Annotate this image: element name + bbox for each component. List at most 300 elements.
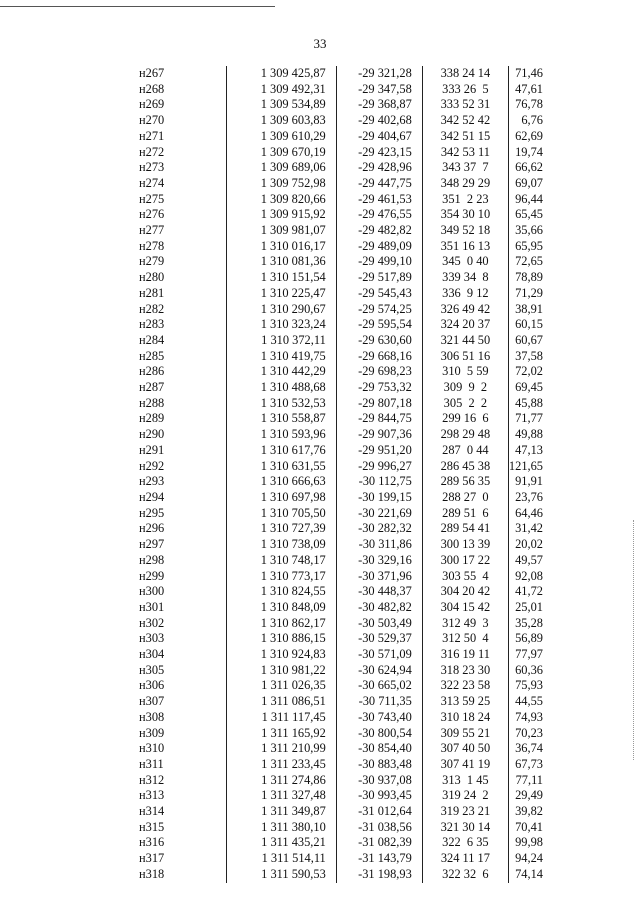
point-name-cell: н287 — [105, 380, 227, 396]
segment-length-cell: 36,74 — [515, 741, 543, 756]
direction-angle-cell: 289 54 41 — [422, 521, 508, 537]
direction-angle-cell: 342 52 42 — [422, 113, 508, 129]
y-coordinate-cell: -30 993,45 — [336, 788, 422, 804]
x-coordinate-cell: 1 309 425,87 — [227, 66, 336, 82]
segment-length-cell: 67,73 — [515, 756, 543, 771]
table-row — [105, 521, 571, 537]
table-row — [105, 254, 571, 270]
segment-length-cell: 35,28 — [515, 615, 543, 630]
table-row — [105, 835, 571, 851]
y-coordinate-cell: -29 630,60 — [336, 333, 422, 349]
x-coordinate-cell: 1 309 915,92 — [227, 207, 336, 223]
table-row — [105, 411, 571, 427]
y-coordinate-cell: -30 571,09 — [336, 647, 422, 663]
direction-angle-cell: 312 49 3 — [422, 616, 508, 632]
direction-angle-cell: 319 23 21 — [422, 804, 508, 820]
table-row — [105, 741, 571, 757]
segment-length-cell: 60,15 — [515, 317, 543, 332]
point-name-cell: н297 — [105, 537, 227, 553]
point-name-cell: н277 — [105, 223, 227, 239]
y-coordinate-cell: -30 221,69 — [336, 506, 422, 522]
x-coordinate-cell: 1 310 697,98 — [227, 490, 336, 506]
y-coordinate-cell: -30 800,54 — [336, 726, 422, 742]
y-coordinate-cell: -30 503,49 — [336, 616, 422, 632]
segment-length-cell: 37,58 — [515, 348, 543, 363]
table-row — [105, 239, 571, 255]
y-coordinate-cell: -30 743,40 — [336, 710, 422, 726]
segment-length-cell: 31,42 — [515, 521, 543, 536]
point-name-cell: н303 — [105, 631, 227, 647]
segment-length-cell: 19,74 — [515, 144, 543, 159]
x-coordinate-cell: 1 310 081,36 — [227, 254, 336, 270]
table-row — [105, 145, 571, 161]
point-name-cell: н281 — [105, 286, 227, 302]
y-coordinate-cell: -30 482,82 — [336, 600, 422, 616]
table-row — [105, 82, 571, 98]
x-coordinate-cell: 1 311 435,21 — [227, 835, 336, 851]
y-coordinate-cell: -30 854,40 — [336, 741, 422, 757]
x-coordinate-cell: 1 310 727,39 — [227, 521, 336, 537]
table-row — [105, 176, 571, 192]
y-coordinate-cell: -31 082,39 — [336, 835, 422, 851]
direction-angle-cell: 309 55 21 — [422, 726, 508, 742]
coordinates-table-body — [105, 66, 571, 883]
direction-angle-cell: 336 9 12 — [422, 286, 508, 302]
y-coordinate-cell: -30 199,15 — [336, 490, 422, 506]
page-number: 33 — [313, 36, 327, 51]
segment-length-cell: 60,67 — [515, 332, 543, 347]
segment-length-cell: 96,44 — [515, 191, 543, 206]
segment-length-cell: 41,72 — [515, 584, 543, 599]
point-name-cell: н274 — [105, 176, 227, 192]
direction-angle-cell: 354 30 10 — [422, 207, 508, 223]
point-name-cell: н316 — [105, 835, 227, 851]
point-name-cell: н306 — [105, 678, 227, 694]
table-row — [105, 788, 571, 804]
y-coordinate-cell: -29 347,58 — [336, 82, 422, 98]
x-coordinate-cell: 1 309 610,29 — [227, 129, 336, 145]
x-coordinate-cell: 1 311 165,92 — [227, 726, 336, 742]
x-coordinate-cell: 1 310 617,76 — [227, 443, 336, 459]
y-coordinate-cell: -31 012,64 — [336, 804, 422, 820]
point-name-cell: н295 — [105, 506, 227, 522]
x-coordinate-cell: 1 310 738,09 — [227, 537, 336, 553]
point-name-cell: н279 — [105, 254, 227, 270]
direction-angle-cell: 322 6 35 — [422, 835, 508, 851]
x-coordinate-cell: 1 309 981,07 — [227, 223, 336, 239]
direction-angle-cell: 351 16 13 — [422, 239, 508, 255]
direction-angle-cell: 288 27 0 — [422, 490, 508, 506]
table-row — [105, 380, 571, 396]
direction-angle-cell: 287 0 44 — [422, 443, 508, 459]
y-coordinate-cell: -30 883,48 — [336, 757, 422, 773]
direction-angle-cell: 312 50 4 — [422, 631, 508, 647]
y-coordinate-cell: -29 517,89 — [336, 270, 422, 286]
y-coordinate-cell: -29 423,15 — [336, 145, 422, 161]
x-coordinate-cell: 1 311 086,51 — [227, 694, 336, 710]
point-name-cell: н298 — [105, 553, 227, 569]
y-coordinate-cell: -30 112,75 — [336, 474, 422, 490]
direction-angle-cell: 321 44 50 — [422, 333, 508, 349]
direction-angle-cell: 303 55 4 — [422, 569, 508, 585]
table-row — [105, 600, 571, 616]
y-coordinate-cell: -29 753,32 — [336, 380, 422, 396]
y-coordinate-cell: -30 329,16 — [336, 553, 422, 569]
segment-length-cell: 74,14 — [515, 866, 543, 881]
direction-angle-cell: 333 52 31 — [422, 97, 508, 113]
x-coordinate-cell: 1 309 752,98 — [227, 176, 336, 192]
direction-angle-cell: 304 20 42 — [422, 584, 508, 600]
y-coordinate-cell: -29 428,96 — [336, 160, 422, 176]
top-rule — [0, 6, 275, 7]
table-row — [105, 584, 571, 600]
x-coordinate-cell: 1 311 514,11 — [227, 851, 336, 867]
x-coordinate-cell: 1 310 593,96 — [227, 427, 336, 443]
segment-length-cell: 23,76 — [515, 489, 543, 504]
direction-angle-cell: 322 32 6 — [422, 867, 508, 883]
x-coordinate-cell: 1 310 824,55 — [227, 584, 336, 600]
point-name-cell: н285 — [105, 349, 227, 365]
table-row — [105, 569, 571, 585]
x-coordinate-cell: 1 310 705,50 — [227, 506, 336, 522]
table-row — [105, 459, 571, 475]
point-name-cell: н283 — [105, 317, 227, 333]
segment-length-cell: 60,36 — [515, 662, 543, 677]
direction-angle-cell: 286 45 38 — [422, 459, 508, 475]
table-row — [105, 207, 571, 223]
direction-angle-cell: 349 52 18 — [422, 223, 508, 239]
table-row — [105, 286, 571, 302]
point-name-cell: н309 — [105, 726, 227, 742]
segment-length-cell: 49,57 — [515, 552, 543, 567]
segment-length-cell: 45,88 — [515, 395, 543, 410]
point-name-cell: н292 — [105, 459, 227, 475]
y-coordinate-cell: -29 476,55 — [336, 207, 422, 223]
y-coordinate-cell: -29 668,16 — [336, 349, 422, 365]
point-name-cell: н293 — [105, 474, 227, 490]
x-coordinate-cell: 1 309 820,66 — [227, 192, 336, 208]
table-row — [105, 804, 571, 820]
y-coordinate-cell: -30 448,37 — [336, 584, 422, 600]
segment-length-cell: 35,66 — [515, 223, 543, 238]
point-name-cell: н278 — [105, 239, 227, 255]
point-name-cell: н286 — [105, 364, 227, 380]
point-name-cell: н282 — [105, 302, 227, 318]
x-coordinate-cell: 1 309 534,89 — [227, 97, 336, 113]
x-coordinate-cell: 1 311 274,86 — [227, 773, 336, 789]
point-name-cell: н314 — [105, 804, 227, 820]
direction-angle-cell: 310 18 24 — [422, 710, 508, 726]
y-coordinate-cell: -29 574,25 — [336, 302, 422, 318]
point-name-cell: н307 — [105, 694, 227, 710]
x-coordinate-cell: 1 311 590,53 — [227, 867, 336, 883]
segment-length-cell: 92,08 — [515, 568, 543, 583]
table-row — [105, 129, 571, 145]
table-row — [105, 474, 571, 490]
segment-length-cell: 20,02 — [515, 537, 543, 552]
y-coordinate-cell: -30 311,86 — [336, 537, 422, 553]
direction-angle-cell: 306 51 16 — [422, 349, 508, 365]
segment-length-cell: 64,46 — [515, 505, 543, 520]
x-coordinate-cell: 1 310 151,54 — [227, 270, 336, 286]
segment-length-cell: 71,46 — [515, 66, 543, 80]
segment-length-cell: 49,88 — [515, 427, 543, 442]
point-name-cell: н269 — [105, 97, 227, 113]
direction-angle-cell: 348 29 29 — [422, 176, 508, 192]
table-row — [105, 160, 571, 176]
direction-angle-cell: 305 2 2 — [422, 396, 508, 412]
y-coordinate-cell: -29 368,87 — [336, 97, 422, 113]
x-coordinate-cell: 1 310 848,09 — [227, 600, 336, 616]
point-name-cell: н270 — [105, 113, 227, 129]
margin-marks — [633, 520, 637, 760]
table-row — [105, 710, 571, 726]
x-coordinate-cell: 1 311 327,48 — [227, 788, 336, 804]
point-name-cell: н301 — [105, 600, 227, 616]
segment-length-cell: 91,91 — [515, 474, 543, 489]
table-row — [105, 553, 571, 569]
x-coordinate-cell: 1 311 117,45 — [227, 710, 336, 726]
table-row — [105, 97, 571, 113]
segment-length-cell: 72,65 — [515, 254, 543, 269]
segment-length-cell: 66,62 — [515, 160, 543, 175]
x-coordinate-cell: 1 309 670,19 — [227, 145, 336, 161]
point-name-cell: н305 — [105, 663, 227, 679]
direction-angle-cell: 289 56 35 — [422, 474, 508, 490]
point-name-cell: н271 — [105, 129, 227, 145]
direction-angle-cell: 318 23 30 — [422, 663, 508, 679]
direction-angle-cell: 322 23 58 — [422, 678, 508, 694]
y-coordinate-cell: -29 698,23 — [336, 364, 422, 380]
x-coordinate-cell: 1 310 924,83 — [227, 647, 336, 663]
point-name-cell: н268 — [105, 82, 227, 98]
segment-length-cell: 71,77 — [515, 411, 543, 426]
point-name-cell: н272 — [105, 145, 227, 161]
point-name-cell: н289 — [105, 411, 227, 427]
y-coordinate-cell: -30 529,37 — [336, 631, 422, 647]
point-name-cell: н294 — [105, 490, 227, 506]
point-name-cell: н308 — [105, 710, 227, 726]
table-row — [105, 317, 571, 333]
direction-angle-cell: 324 20 37 — [422, 317, 508, 333]
x-coordinate-cell: 1 310 886,15 — [227, 631, 336, 647]
x-coordinate-cell: 1 311 380,10 — [227, 820, 336, 836]
direction-angle-cell: 307 40 50 — [422, 741, 508, 757]
table-row — [105, 726, 571, 742]
table-row — [105, 678, 571, 694]
point-name-cell: н267 — [105, 66, 227, 82]
direction-angle-cell: 313 59 25 — [422, 694, 508, 710]
segment-length-cell: 94,24 — [515, 851, 543, 866]
segment-length-cell: 6,76 — [521, 113, 543, 128]
x-coordinate-cell: 1 310 981,22 — [227, 663, 336, 679]
point-name-cell: н300 — [105, 584, 227, 600]
direction-angle-cell: 339 34 8 — [422, 270, 508, 286]
x-coordinate-cell: 1 310 862,17 — [227, 616, 336, 632]
x-coordinate-cell: 1 309 689,06 — [227, 160, 336, 176]
y-coordinate-cell: -29 545,43 — [336, 286, 422, 302]
segment-length-cell: 29,49 — [515, 788, 543, 803]
y-coordinate-cell: -29 461,53 — [336, 192, 422, 208]
x-coordinate-cell: 1 310 666,63 — [227, 474, 336, 490]
y-coordinate-cell: -29 595,54 — [336, 317, 422, 333]
segment-length-cell: 76,78 — [515, 97, 543, 112]
point-name-cell: н313 — [105, 788, 227, 804]
direction-angle-cell: 313 1 45 — [422, 773, 508, 789]
table-row — [105, 537, 571, 553]
y-coordinate-cell: -29 321,28 — [336, 66, 422, 82]
table-row — [105, 867, 571, 883]
y-coordinate-cell: -30 665,02 — [336, 678, 422, 694]
y-coordinate-cell: -29 402,68 — [336, 113, 422, 129]
point-name-cell: н315 — [105, 820, 227, 836]
table-row — [105, 820, 571, 836]
x-coordinate-cell: 1 310 532,53 — [227, 396, 336, 412]
x-coordinate-cell: 1 309 603,83 — [227, 113, 336, 129]
x-coordinate-cell: 1 310 372,11 — [227, 333, 336, 349]
segment-length-cell: 77,11 — [515, 772, 543, 787]
x-coordinate-cell: 1 310 016,17 — [227, 239, 336, 255]
segment-length-cell: 121,65 — [508, 458, 543, 473]
y-coordinate-cell: -30 937,08 — [336, 773, 422, 789]
y-coordinate-cell: -30 371,96 — [336, 569, 422, 585]
table-row — [105, 396, 571, 412]
y-coordinate-cell: -29 844,75 — [336, 411, 422, 427]
y-coordinate-cell: -31 198,93 — [336, 867, 422, 883]
direction-angle-cell: 321 30 14 — [422, 820, 508, 836]
y-coordinate-cell: -30 624,94 — [336, 663, 422, 679]
x-coordinate-cell: 1 310 773,17 — [227, 569, 336, 585]
table-row — [105, 427, 571, 443]
segment-length-cell: 78,89 — [515, 270, 543, 285]
y-coordinate-cell: -29 499,10 — [336, 254, 422, 270]
x-coordinate-cell: 1 310 290,67 — [227, 302, 336, 318]
segment-length-cell: 69,45 — [515, 380, 543, 395]
direction-angle-cell: 300 13 39 — [422, 537, 508, 553]
table-row — [105, 851, 571, 867]
x-coordinate-cell: 1 310 419,75 — [227, 349, 336, 365]
table-row — [105, 192, 571, 208]
table-row — [105, 302, 571, 318]
y-coordinate-cell: -31 143,79 — [336, 851, 422, 867]
direction-angle-cell: 310 5 59 — [422, 364, 508, 380]
point-name-cell: н290 — [105, 427, 227, 443]
table-row — [105, 364, 571, 380]
segment-length-cell: 47,13 — [515, 442, 543, 457]
table-row — [105, 506, 571, 522]
y-coordinate-cell: -29 807,18 — [336, 396, 422, 412]
direction-angle-cell: 326 49 42 — [422, 302, 508, 318]
table-row — [105, 647, 571, 663]
direction-angle-cell: 338 24 14 — [422, 66, 508, 82]
point-name-cell: н312 — [105, 773, 227, 789]
segment-length-cell: 25,01 — [515, 599, 543, 614]
point-name-cell: н276 — [105, 207, 227, 223]
point-name-cell: н299 — [105, 569, 227, 585]
point-name-cell: н310 — [105, 741, 227, 757]
direction-angle-cell: 307 41 19 — [422, 757, 508, 773]
direction-angle-cell: 304 15 42 — [422, 600, 508, 616]
direction-angle-cell: 300 17 22 — [422, 553, 508, 569]
point-name-cell: н291 — [105, 443, 227, 459]
y-coordinate-cell: -30 711,35 — [336, 694, 422, 710]
direction-angle-cell: 319 24 2 — [422, 788, 508, 804]
y-coordinate-cell: -29 489,09 — [336, 239, 422, 255]
table-row — [105, 757, 571, 773]
segment-length-cell: 69,07 — [515, 175, 543, 190]
table-row — [105, 663, 571, 679]
point-name-cell: н296 — [105, 521, 227, 537]
table-row — [105, 270, 571, 286]
table-row — [105, 631, 571, 647]
point-name-cell: н280 — [105, 270, 227, 286]
segment-length-cell: 74,93 — [515, 709, 543, 724]
y-coordinate-cell: -29 996,27 — [336, 459, 422, 475]
direction-angle-cell: 324 11 17 — [422, 851, 508, 867]
x-coordinate-cell: 1 310 442,29 — [227, 364, 336, 380]
y-coordinate-cell: -29 447,75 — [336, 176, 422, 192]
point-name-cell: н275 — [105, 192, 227, 208]
x-coordinate-cell: 1 311 210,99 — [227, 741, 336, 757]
segment-length-cell: 62,69 — [515, 128, 543, 143]
table-row — [105, 616, 571, 632]
x-coordinate-cell: 1 310 631,55 — [227, 459, 336, 475]
point-name-cell: н284 — [105, 333, 227, 349]
point-name-cell: н288 — [105, 396, 227, 412]
y-coordinate-cell: -29 907,36 — [336, 427, 422, 443]
point-name-cell: н318 — [105, 867, 227, 883]
x-coordinate-cell: 1 309 492,31 — [227, 82, 336, 98]
point-name-cell: н302 — [105, 616, 227, 632]
segment-length-cell: 77,97 — [515, 647, 543, 662]
table-row — [105, 349, 571, 365]
y-coordinate-cell: -29 951,20 — [336, 443, 422, 459]
segment-length-cell: 38,91 — [515, 301, 543, 316]
table-row — [105, 694, 571, 710]
segment-length-cell: 75,93 — [515, 678, 543, 693]
segment-length-cell: 99,98 — [515, 835, 543, 850]
x-coordinate-cell: 1 310 748,17 — [227, 553, 336, 569]
coordinates-table — [105, 66, 571, 883]
direction-angle-cell: 343 37 7 — [422, 160, 508, 176]
table-row — [105, 773, 571, 789]
segment-length-cell: 56,89 — [515, 631, 543, 646]
x-coordinate-cell: 1 310 225,47 — [227, 286, 336, 302]
y-coordinate-cell: -29 404,67 — [336, 129, 422, 145]
x-coordinate-cell: 1 310 558,87 — [227, 411, 336, 427]
x-coordinate-cell: 1 311 349,87 — [227, 804, 336, 820]
y-coordinate-cell: -30 282,32 — [336, 521, 422, 537]
x-coordinate-cell: 1 310 323,24 — [227, 317, 336, 333]
direction-angle-cell: 342 51 15 — [422, 129, 508, 145]
segment-length-cell: 44,55 — [515, 694, 543, 709]
direction-angle-cell: 298 29 48 — [422, 427, 508, 443]
point-name-cell: н317 — [105, 851, 227, 867]
x-coordinate-cell: 1 310 488,68 — [227, 380, 336, 396]
direction-angle-cell: 316 19 11 — [422, 647, 508, 663]
point-name-cell: н311 — [105, 757, 227, 773]
segment-length-cell: 72,02 — [515, 364, 543, 379]
x-coordinate-cell: 1 311 233,45 — [227, 757, 336, 773]
y-coordinate-cell: -29 482,82 — [336, 223, 422, 239]
direction-angle-cell: 299 16 6 — [422, 411, 508, 427]
table-row — [105, 66, 571, 82]
table-row — [105, 223, 571, 239]
segment-length-cell: 71,29 — [515, 285, 543, 300]
point-name-cell: н273 — [105, 160, 227, 176]
segment-length-cell: 65,45 — [515, 207, 543, 222]
direction-angle-cell: 309 9 2 — [422, 380, 508, 396]
